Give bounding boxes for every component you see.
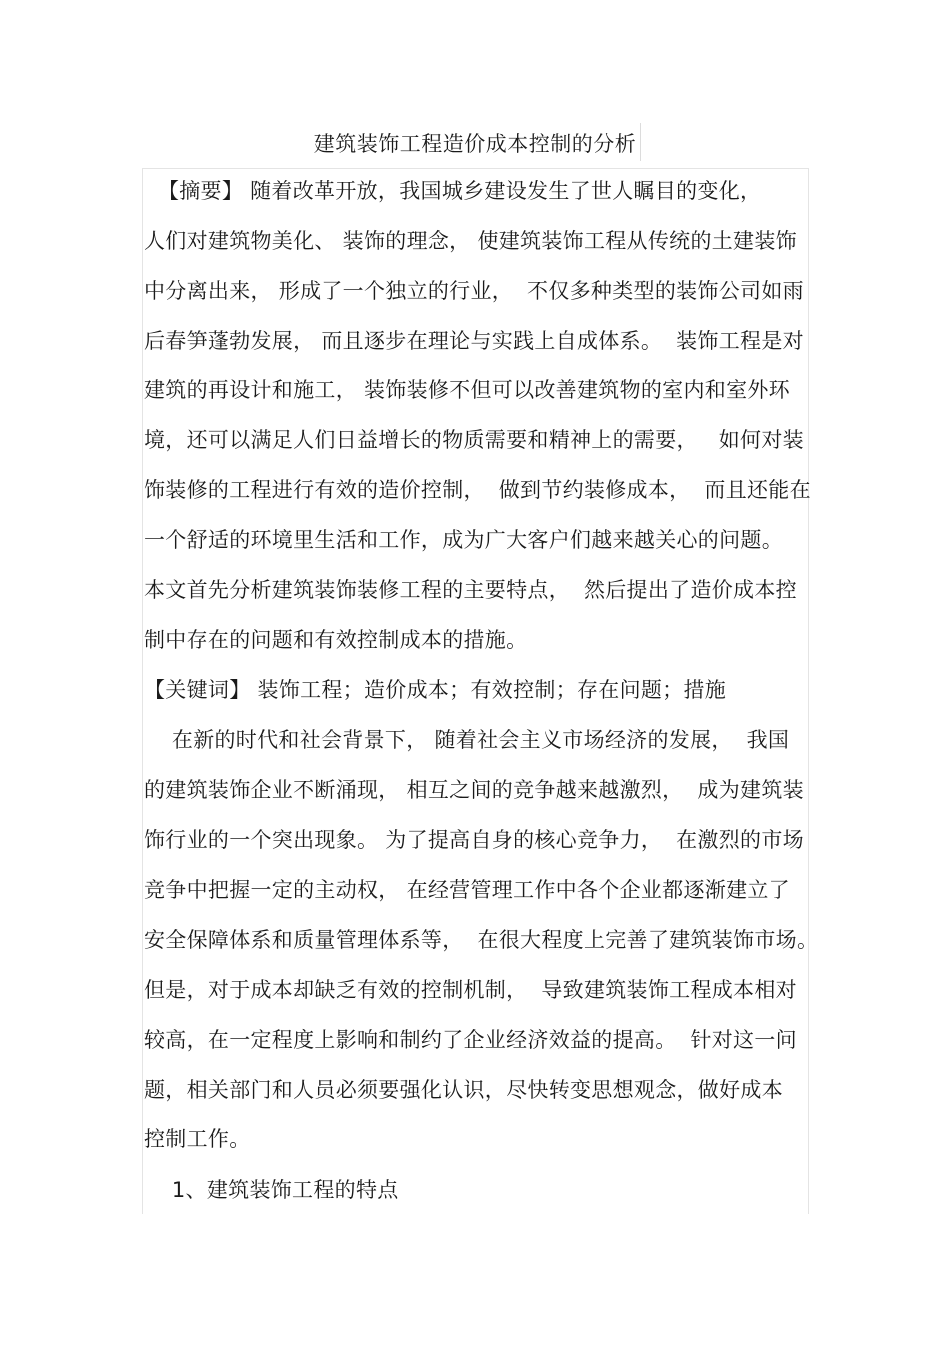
document-title: 建筑装饰工程造价成本控制的分析 bbox=[313, 132, 637, 156]
body-line: 制中存在的问题和有效控制成本的措施。 bbox=[144, 628, 528, 652]
body-line: 一个舒适的环境里生活和工作，成为广大客户们越来越关心的问题。 bbox=[144, 528, 783, 552]
body-line: 人们对建筑物美化、 装饰的理念， 使建筑装饰工程从传统的土建装饰 bbox=[144, 229, 797, 253]
body-line: 在新的时代和社会背景下， 随着社会主义市场经济的发展， 我国 bbox=[144, 728, 790, 752]
body-line: 饰装修的工程进行有效的造价控制， 做到节约装修成本， 而且还能在 bbox=[144, 478, 811, 502]
body-line: 但是，对于成本却缺乏有效的控制机制， 导致建筑装饰工程成本相对 bbox=[144, 978, 797, 1002]
body-line: 饰行业的一个突出现象。 为了提高自身的核心竞争力， 在激烈的市场 bbox=[144, 828, 804, 852]
keywords-line: 【关键词】 装饰工程；造价成本；有效控制；存在问题；措施 bbox=[144, 678, 727, 702]
body-line: 安全保障体系和质量管理体系等， 在很大程度上完善了建筑装饰市场。 bbox=[144, 928, 819, 952]
body-line: 控制工作。 bbox=[144, 1127, 251, 1151]
body-line: 后春笋蓬勃发展， 而且逐步在理论与实践上自成体系。 装饰工程是对 bbox=[144, 329, 804, 353]
body-line: 【摘要】 随着改革开放，我国城乡建设发生了世人瞩目的变化， bbox=[144, 179, 762, 203]
body-line: 中分离出来， 形成了一个独立的行业， 不仅多种类型的装饰公司如雨 bbox=[144, 279, 804, 303]
body-line: 竞争中把握一定的主动权， 在经营管理工作中各个企业都逐渐建立了 bbox=[144, 878, 790, 902]
section-heading: 1、建筑装饰工程的特点 bbox=[144, 1178, 399, 1202]
body-line: 较高，在一定程度上影响和制约了企业经济效益的提高。 针对这一问 bbox=[144, 1028, 797, 1052]
body-line: 本文首先分析建筑装饰装修工程的主要特点， 然后提出了造价成本控 bbox=[144, 578, 797, 602]
body-line: 境，还可以满足人们日益增长的物质需要和精神上的需要， 如何对装 bbox=[144, 428, 804, 452]
body-line: 建筑的再设计和施工， 装饰装修不但可以改善建筑物的室内和室外环 bbox=[144, 378, 790, 402]
body-line: 题，相关部门和人员必须要强化认识，尽快转变思想观念，做好成本 bbox=[144, 1078, 783, 1102]
body-line: 的建筑装饰企业不断涌现， 相互之间的竞争越来越激烈， 成为建筑装 bbox=[144, 778, 804, 802]
